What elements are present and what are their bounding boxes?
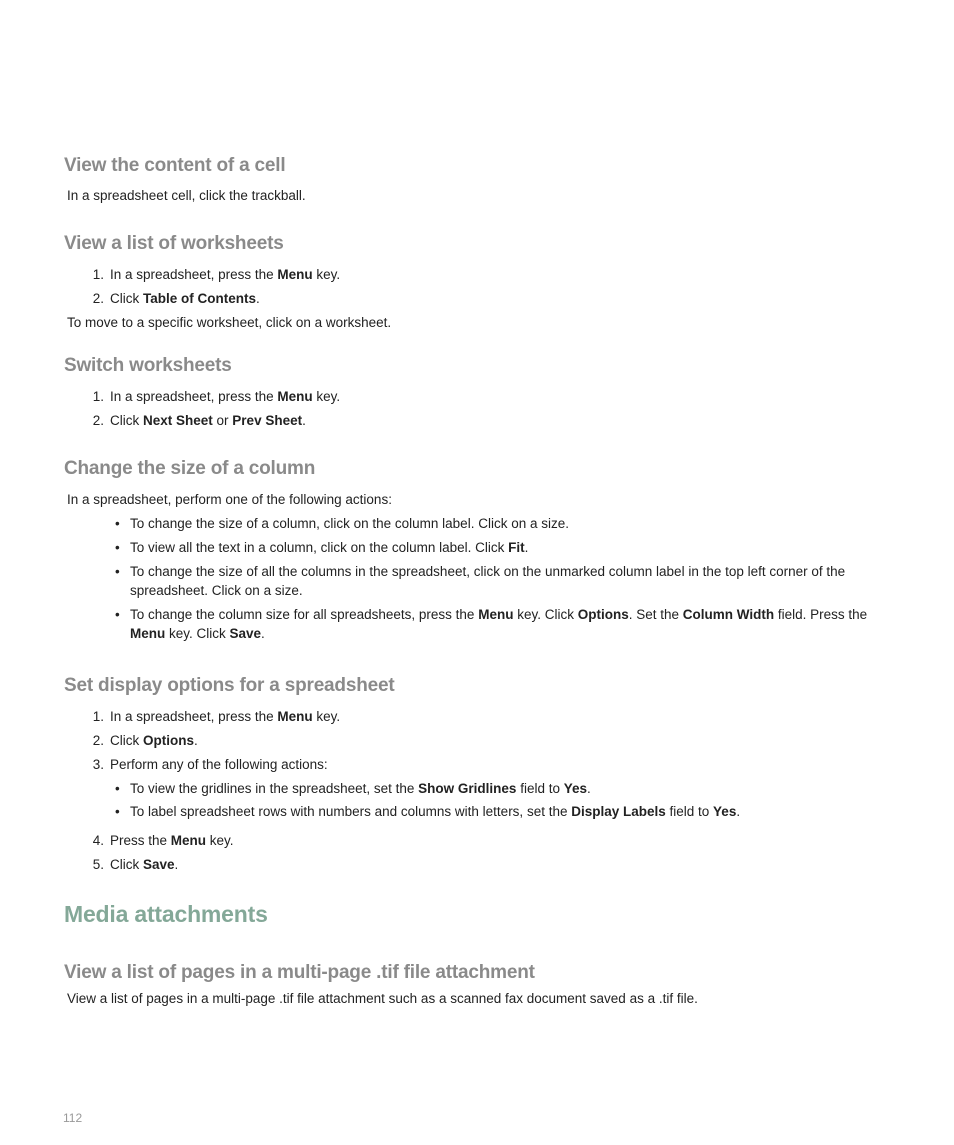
bullet-text: field. Press the [774, 607, 868, 622]
step-text: Click [110, 733, 143, 748]
bullet-text: field to [665, 804, 714, 819]
list-item [115, 562, 882, 600]
step-number: 5. [92, 857, 104, 872]
paragraph-cell-content: In a spreadsheet cell, click the trackball. [67, 188, 306, 203]
save-label: Save [229, 626, 262, 641]
bullet-icon: • [115, 564, 120, 579]
step-number: 2. [92, 291, 104, 306]
bullet-text: . [261, 626, 265, 641]
bullets-column-size [115, 514, 882, 643]
options-label: Options [143, 733, 194, 748]
list-item [115, 605, 882, 643]
paragraph-tif-pages: View a list of pages in a multi-page .tif file attachment such as a scanned fax document saved as a .tif file. [67, 991, 698, 1006]
bullet-text: To label spreadsheet rows with numbers and columns with letters, set the [130, 804, 572, 819]
list-item [115, 514, 882, 533]
step-text: key. [312, 389, 341, 404]
bullet-text: field to [516, 781, 564, 796]
bullet-text: To change the size of all the columns in the spreadsheet, click on the unmarked column label in the top left corner of the spreadsheet. Click on a size. [130, 564, 846, 598]
step-text: . [256, 291, 260, 306]
page-number: 112 [63, 1111, 83, 1125]
step-number: 3. [92, 757, 104, 772]
yes-label: Yes [713, 804, 737, 819]
paragraph-worksheet-note: To move to a specific worksheet, click on a worksheet. [67, 315, 392, 330]
prev-sheet-label: Prev Sheet [232, 413, 303, 428]
step-text: . [174, 857, 179, 872]
step-text: In a spreadsheet, press the [110, 267, 278, 282]
list-item [92, 755, 890, 821]
paragraph-column-intro: In a spreadsheet, perform one of the following actions: [67, 492, 392, 507]
bullet-text: To view the gridlines in the spreadsheet, set the [130, 781, 419, 796]
step-text: Perform any of the following actions: [110, 757, 328, 772]
fit-label: Fit [508, 540, 525, 555]
list-item [92, 411, 340, 430]
step-text: Press the [110, 833, 171, 848]
menu-key-label: Menu [277, 709, 313, 724]
list-item [115, 538, 882, 557]
list-item [92, 387, 341, 406]
list-item [92, 855, 890, 874]
step-text: . [302, 413, 306, 428]
bullet-text: To view all the text in a column, click on the column label. Click [130, 540, 509, 555]
list-item [92, 707, 890, 726]
list-item [92, 289, 340, 308]
bullet-icon: • [115, 607, 120, 622]
section-title-media-attachments: Media attachments [64, 901, 268, 927]
bullet-text: . Set the [628, 607, 683, 622]
table-of-contents-label: Table of Contents [143, 291, 256, 306]
bullet-icon: • [115, 516, 120, 531]
heading-column-size: Change the size of a column [64, 458, 316, 479]
step-text: Click [110, 413, 143, 428]
list-item [92, 831, 890, 850]
step-number: 2. [92, 733, 104, 748]
menu-key-label: Menu [130, 626, 166, 641]
heading-switch-worksheets: Switch worksheets [64, 355, 232, 376]
list-item [92, 265, 341, 284]
steps-display-options [92, 707, 890, 874]
bullet-icon: • [115, 781, 120, 796]
step-number: 1. [92, 389, 104, 404]
next-sheet-label: Next Sheet [143, 413, 213, 428]
heading-display-options: Set display options for a spreadsheet [64, 675, 395, 696]
bullet-text: . [587, 781, 591, 796]
step-text: In a spreadsheet, press the [110, 389, 278, 404]
heading-view-cell-content: View the content of a cell [64, 155, 286, 176]
step-text: or [212, 413, 233, 428]
step-text: key. [312, 709, 341, 724]
step-text: In a spreadsheet, press the [110, 709, 278, 724]
bullet-icon: • [115, 540, 120, 555]
column-width-label: Column Width [682, 607, 775, 622]
steps-switch-worksheets [92, 387, 341, 430]
bullet-icon: • [115, 804, 120, 819]
step-text: Click [110, 291, 143, 306]
step-number: 2. [92, 413, 104, 428]
bullet-text: . [524, 540, 529, 555]
display-labels-label: Display Labels [571, 804, 666, 819]
save-label: Save [143, 857, 175, 872]
bullet-text: key. Click [513, 607, 578, 622]
step-number: 1. [92, 709, 104, 724]
step-text: . [194, 733, 198, 748]
menu-key-label: Menu [277, 267, 313, 282]
step-text: Click [110, 857, 143, 872]
list-item [92, 731, 890, 750]
menu-key-label: Menu [277, 389, 313, 404]
yes-label: Yes [563, 781, 587, 796]
menu-key-label: Menu [170, 833, 207, 848]
heading-tif-pages: View a list of pages in a multi-page .tif file attachment [64, 962, 535, 983]
menu-key-label: Menu [478, 607, 514, 622]
step-number: 1. [92, 267, 104, 282]
bullet-text: . [736, 804, 741, 819]
bullet-text: To change the size of a column, click on the column label. Click on a size. [130, 516, 569, 531]
options-label: Options [577, 607, 629, 622]
step-number: 4. [92, 833, 104, 848]
steps-view-worksheets [92, 265, 341, 308]
list-item [115, 802, 890, 821]
bullet-text: key. Click [165, 626, 230, 641]
list-item [115, 779, 890, 798]
heading-view-worksheets: View a list of worksheets [64, 233, 284, 254]
step-text: key. [206, 833, 234, 848]
bullets-display-actions [115, 779, 890, 821]
step-text: key. [312, 267, 341, 282]
show-gridlines-label: Show Gridlines [418, 781, 517, 796]
bullet-text: To change the column size for all spreadsheets, press the [130, 607, 479, 622]
